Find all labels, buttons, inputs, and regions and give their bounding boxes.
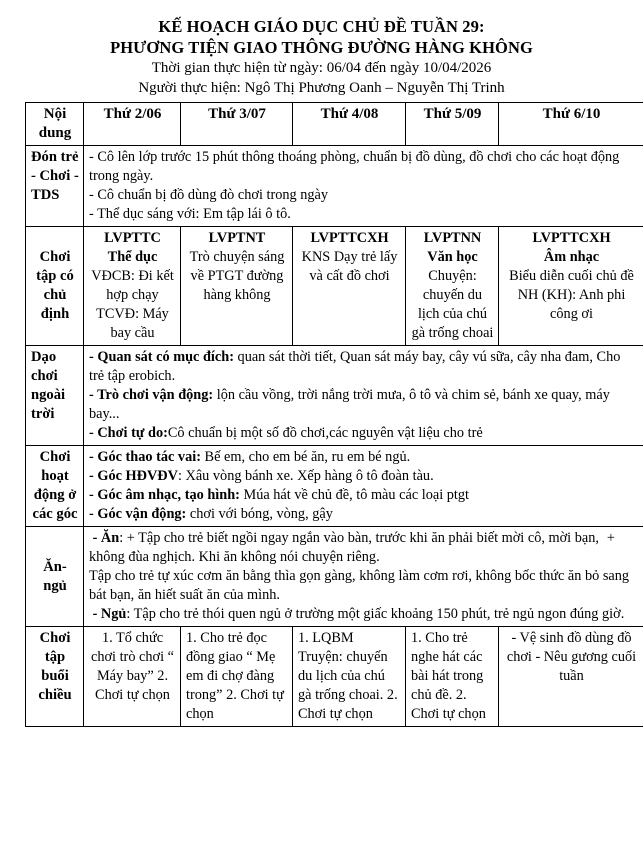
column-header-thu-6: Thứ 6/10: [499, 103, 643, 146]
an-ngu-an-text: : + Tập cho trẻ biết ngồi ngay ngắn vào bàn, trước khi ăn phải biết mời cô, mời bạn, không đùa nghịch. Khi ăn không nói chuyện riêng.: [89, 530, 599, 565]
row-label-an-ngu: Ăn- ngủ: [26, 527, 84, 627]
column-header-noi-dung: Nội dung: [26, 103, 84, 146]
time-range-text: Thời gian thực hiện từ ngày: 06/04 đến ngày 10/04/2026: [151, 60, 492, 76]
choi-tap-cell-thu-3: [181, 227, 293, 346]
table-row-an-ngu: [26, 527, 643, 627]
choi-tap-head1-thu-5: LVPTNN: [423, 230, 482, 246]
choi-chieu-cell-thu-5: 1. Cho trẻ nghe hát các bài hát trong chủ đề. 2. Chơi tự chọn: [406, 627, 499, 727]
choi-goc-item-3-bold: - Góc âm nhạc, tạo hình:: [89, 487, 240, 503]
choi-tap-body-thu-6: Biểu diễn cuối chủ đề NH (KH): Anh phi công ơi: [509, 268, 634, 322]
an-ngu-an-paragraph-2: Tập cho trẻ tự xúc cơm ăn bằng thìa gọn gàng, không làm cơm rơi, không bốc thức ăn bỏ sang bát bạn, ăn hiết suất ăn của mình.: [89, 568, 630, 603]
choi-chieu-cell-thu-4: 1. LQBM Truyện: chuyến du lịch của chú gà trống choai. 2. Chơi tự chọn: [293, 627, 406, 727]
choi-tap-head1-thu-6: LVPTTCXH: [532, 230, 611, 246]
choi-chieu-cell-thu-2: 1. Tổ chức chơi trò chơi “ Máy bay” 2. Chơi tự chọn: [84, 627, 181, 727]
row-label-choi-goc: Chơi hoạt động ở các góc: [26, 446, 84, 527]
document-header: [0, 0, 643, 98]
choi-tap-head2-thu-2: Thể dục: [107, 249, 158, 265]
row-label-dao-choi: Dạo chơi ngoài trời: [26, 346, 84, 446]
choi-goc-item-4-bold: - Góc vận động:: [89, 506, 187, 522]
an-ngu-ngu-text: : Tập cho trẻ thói quen ngủ ở trường một giấc khoảng 150 phút, trẻ ngủ ngon đúng giờ.: [126, 606, 625, 622]
page-title-line-2: PHƯƠNG TIỆN GIAO THÔNG ĐƯỜNG HÀNG KHÔNG: [110, 38, 533, 57]
choi-goc-item-4: [89, 505, 639, 524]
choi-chieu-cell-thu-3: 1. Cho trẻ đọc đồng giao “ Mẹ em đi chợ đàng trong” 2. Chơi tự chọn: [181, 627, 293, 727]
row-label-choi-chieu: Chơi tập buổi chiều: [26, 627, 84, 727]
dao-choi-item-3-bold: - Chơi tự do:: [89, 425, 168, 441]
table-row-choi-tap-chu-dinh: [26, 227, 643, 346]
an-ngu-an-bold: - Ăn: [92, 530, 120, 546]
choi-tap-head2-thu-5: Văn học: [427, 249, 478, 265]
page-title-line-1: KẾ HOẠCH GIÁO DỤC CHỦ ĐỀ TUẦN 29:: [158, 17, 485, 36]
dao-choi-item-1-bold: - Quan sát có mục đích:: [89, 349, 234, 365]
don-tre-line-3: - Thể dục sáng với: Em tập lái ô tô.: [89, 206, 291, 222]
an-ngu-ngu-bold: - Ngủ: [92, 606, 127, 622]
column-header-thu-2: Thứ 2/06: [84, 103, 181, 146]
don-tre-line-2: - Cô chuẩn bị đồ dùng đò chơi trong ngày: [89, 187, 329, 203]
dao-choi-item-2-bold: - Trò chơi vận động:: [89, 387, 214, 403]
choi-tap-head1-thu-2: LVPTTC: [104, 230, 161, 246]
choi-tap-cell-thu-5: [406, 227, 499, 346]
choi-goc-item-2-bold: - Góc HĐVĐV: [89, 468, 178, 484]
choi-tap-body-thu-4: KNS Dạy trẻ lấy và cất đồ chơi: [301, 249, 398, 284]
an-ngu-ngu-paragraph: [89, 605, 639, 624]
row-content-choi-goc: [84, 446, 643, 527]
dao-choi-item-1-text: quan sát thời tiết, Quan sát máy bay, cây vú sữa, cây nha đam, Cho trẻ tập erobich.: [89, 349, 621, 384]
choi-tap-head1-thu-3: LVPTNT: [208, 230, 266, 246]
weekly-plan-table: [25, 102, 643, 727]
choi-goc-item-1-bold: - Góc thao tác vai:: [89, 449, 201, 465]
row-content-an-ngu: [84, 527, 643, 627]
choi-goc-item-3: [89, 486, 639, 505]
choi-tap-body-thu-2: VĐCB: Đi kết hợp chạy TCVĐ: Máy bay cầu: [91, 268, 174, 341]
choi-tap-body-thu-5: Chuyện: chuyến du lịch của chú gà trống choai: [411, 268, 494, 341]
choi-chieu-cell-thu-6: - Vệ sinh đồ dùng đồ chơi - Nêu gương cuối tuần: [499, 627, 643, 727]
an-ngu-stray-plus: +: [606, 530, 615, 546]
dao-choi-item-1: [89, 348, 639, 386]
an-ngu-an-paragraph: [89, 529, 639, 567]
column-header-thu-4: Thứ 4/08: [293, 103, 406, 146]
column-header-thu-3: Thứ 3/07: [181, 103, 293, 146]
table-row-choi-chieu: [26, 627, 643, 727]
row-label-don-tre: Đón trẻ - Chơi - TDS: [26, 146, 84, 227]
dao-choi-item-2-text: lộn cầu vồng, trời nắng trời mưa, ô tô và chim sẻ, bánh xe quay, máy bay...: [89, 387, 610, 422]
choi-goc-item-3-text: Múa hát về chủ đề, tô màu các loại ptgt: [239, 487, 469, 503]
table-row-choi-goc: [26, 446, 643, 527]
column-header-thu-5: Thứ 5/09: [406, 103, 499, 146]
choi-goc-item-4-text: chơi với bóng, vòng, gậy: [186, 506, 333, 522]
don-tre-line-1: - Cô lên lớp trước 15 phút thông thoáng phòng, chuẩn bị đồ dùng, đồ chơi cho các hoạt động trong ngày.: [89, 149, 620, 184]
row-label-choi-tap-chu-dinh: Chơi tập có chủ định: [26, 227, 84, 346]
choi-goc-item-2-text: : Xâu vòng bánh xe. Xếp hàng ô tô đoàn tàu.: [177, 468, 434, 484]
choi-goc-item-2: [89, 467, 639, 486]
choi-goc-item-1: [89, 448, 639, 467]
dao-choi-item-3-text: Cô chuẩn bị một số đồ chơi,các nguyên vật liệu cho trẻ: [167, 425, 483, 441]
authors-text: Người thực hiện: Ngô Thị Phương Oanh – Nguyễn Thị Trinh: [138, 80, 505, 96]
choi-tap-cell-thu-2: [84, 227, 181, 346]
table-row-don-tre: [26, 146, 643, 227]
table-row-dao-choi: [26, 346, 643, 446]
row-content-don-tre: [84, 146, 643, 227]
choi-tap-head2-thu-6: Âm nhạc: [543, 249, 600, 265]
dao-choi-item-3: [89, 424, 639, 443]
dao-choi-item-2: [89, 386, 639, 424]
row-content-dao-choi: [84, 346, 643, 446]
choi-tap-cell-thu-6: [499, 227, 643, 346]
choi-tap-head1-thu-4: LVPTTCXH: [310, 230, 389, 246]
choi-tap-cell-thu-4: [293, 227, 406, 346]
table-header-row: [26, 103, 643, 146]
choi-goc-item-1-text: Bế em, cho em bé ăn, ru em bé ngủ.: [200, 449, 411, 465]
choi-tap-body-thu-3: Trò chuyện sáng về PTGT đường hàng không: [189, 249, 285, 303]
